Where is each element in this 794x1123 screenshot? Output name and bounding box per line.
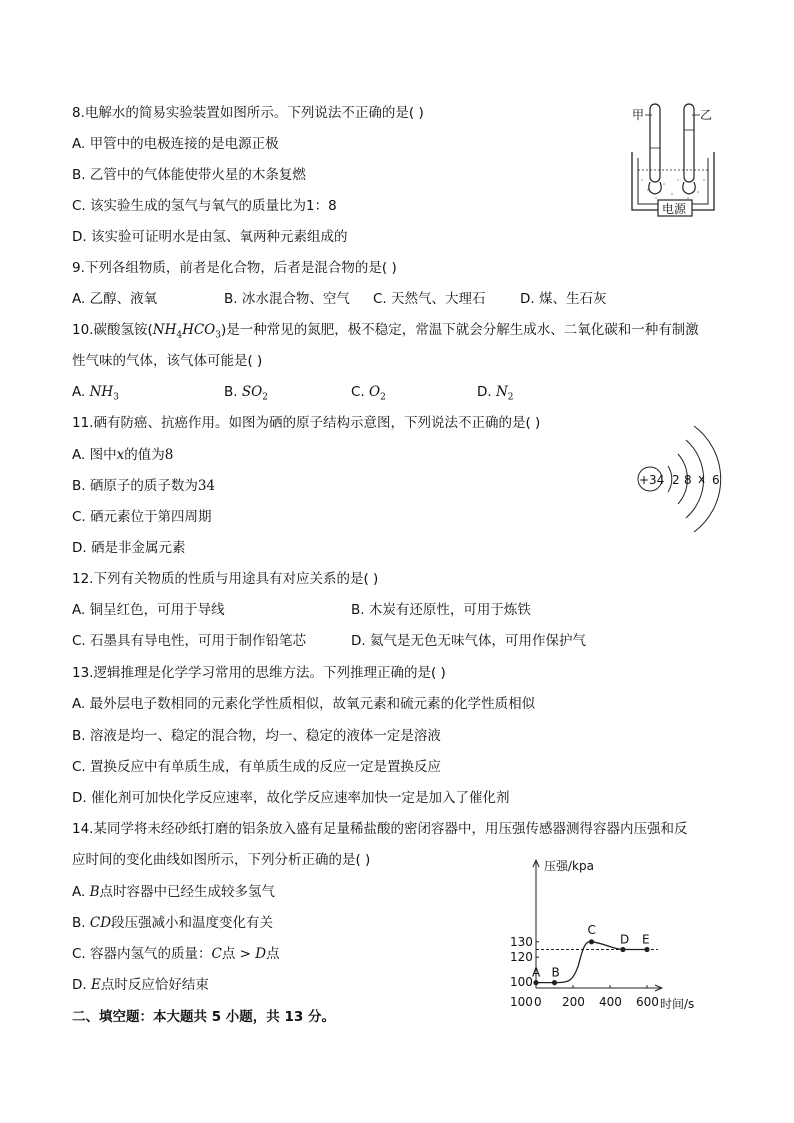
tube-right <box>684 104 694 182</box>
q13-stem: 13.逻辑推理是化学学习常用的思维方法。下列推理正确的是( ) <box>72 665 446 681</box>
q14-option-c: C. 容器内氢气的质量：C点 > D点 <box>72 946 280 962</box>
q8-option-a: A. 甲管中的电极连接的是电源正极 <box>72 136 279 152</box>
q10-option-a: A. $NH_3$ <box>72 384 119 403</box>
point-label-b: B <box>551 965 560 980</box>
x-tick-label: 0 <box>534 995 542 1009</box>
q12-option-b: B. 木炭有还原性，可用于炼铁 <box>351 602 531 618</box>
q10-option-c: C. $O_2$ <box>351 384 386 403</box>
q10-option-d: D. $N_2$ <box>477 384 514 403</box>
shell-1-electrons: 2 <box>672 473 680 487</box>
q14-option-b: B. CD段压强减小和温度变化有关 <box>72 915 274 931</box>
shell-3-electrons: x <box>698 472 706 486</box>
point-e <box>644 947 649 952</box>
q14-stem: 14.某同学将未经砂纸打磨的铝条放入盛有足量稀盐酸的密闭容器中，用压强传感器测得容器内压强和反 <box>72 821 688 837</box>
q8-option-d: D. 该实验可证明水是由氢、氧两种元素组成的 <box>72 229 348 245</box>
shell-4-electrons: 6 <box>712 473 720 487</box>
q11-option-a: A. 图中x的值为8 <box>72 447 174 463</box>
q14-option-a: A. B点时容器中已经生成较多氢气 <box>72 884 276 900</box>
q14-stem-line2: 应时间的变化曲线如图所示，下列分析正确的是( ) <box>72 852 371 868</box>
y-tick-label: 130 <box>510 934 533 949</box>
q9-option-a: A. 乙醇、液氧 <box>72 291 158 307</box>
q9-stem: 9.下列各组物质，前者是化合物，后者是混合物的是( ) <box>72 260 397 276</box>
point-label-e: E <box>642 932 650 947</box>
x-tick-label: 200 <box>562 995 585 1009</box>
y-axis-label: 压强/kpa <box>544 859 594 873</box>
point-b <box>552 980 557 985</box>
q9-option-c: C. 天然气、大理石 <box>373 291 486 307</box>
y-tick-label: 120 <box>510 950 533 965</box>
q11-option-d: D. 硒是非金属元素 <box>72 540 186 556</box>
q10-option-b: B. $SO_2$ <box>224 384 268 403</box>
pressure-time-chart <box>500 852 710 1012</box>
point-d <box>620 947 625 952</box>
nucleus-charge: +34 <box>639 473 665 487</box>
q11-option-c: C. 硒元素位于第四周期 <box>72 509 212 525</box>
q8-stem: 8.电解水的简易实验装置如图所示。下列说法不正确的是( ) <box>72 105 424 121</box>
q12-option-a: A. 铜呈红色，可用于导线 <box>72 602 225 618</box>
section-2-heading: 二、填空题：本大题共 5 小题，共 13 分。 <box>72 1009 335 1025</box>
point-c <box>589 939 594 944</box>
q10-stem-line2: 性气味的气体，该气体可能是( ) <box>72 353 263 369</box>
q8-option-c: C. 该实验生成的氢气与氧气的质量比为1：8 <box>72 198 337 214</box>
q10-stem: 10.碳酸氢铵$(NH_4HCO_3)$是一种常见的氮肥，极不稳定，常温下就会分解生成水、二氧化碳和一种有制激 <box>72 322 699 341</box>
q12-stem: 12.下列有关物质的性质与用途具有对应关系的是( ) <box>72 571 379 587</box>
electrolysis-apparatus-figure <box>628 100 720 218</box>
y-tick-label-lower: 100 <box>510 974 533 989</box>
selenium-atom-structure-figure <box>632 416 728 536</box>
y-tick-label: 100 <box>510 995 533 1009</box>
q9-option-b: B. 冰水混合物、空气 <box>224 291 350 307</box>
x-tick-label: 400 <box>599 995 622 1009</box>
point-label-a: A <box>532 965 541 980</box>
x-tick-label: 600 <box>636 995 659 1009</box>
x-axis-label: 时间/s <box>660 997 695 1011</box>
label-yi: 乙 <box>700 108 713 122</box>
shell-2-electrons: 8 <box>684 473 692 487</box>
q14-option-d: D. E点时反应恰好结束 <box>72 977 209 993</box>
q12-option-c: C. 石墨具有导电性，可用于制作铅笔芯 <box>72 633 307 649</box>
label-jia: 甲 <box>632 108 645 122</box>
q13-option-a: A. 最外层电子数相同的元素化学性质相似，故氧元素和硫元素的化学性质相似 <box>72 696 536 712</box>
q11-option-b: B. 硒原子的质子数为34 <box>72 478 216 494</box>
power-source-label: 电源 <box>662 202 687 216</box>
q13-option-d: D. 催化剂可加快化学反应速率，故化学反应速率加快一定是加入了催化剂 <box>72 790 510 806</box>
q11-stem: 11.硒有防癌、抗癌作用。如图为硒的原子结构示意图，下列说法不正确的是( ) <box>72 415 541 431</box>
q12-option-d: D. 氦气是无色无味气体，可用作保护气 <box>351 633 586 649</box>
point-a <box>533 980 538 985</box>
point-label-d: D <box>619 932 630 947</box>
q8-option-b: B. 乙管中的气体能使带火星的木条复燃 <box>72 167 306 183</box>
q13-option-c: C. 置换反应中有单质生成，有单质生成的反应一定是置换反应 <box>72 759 442 775</box>
point-label-c: C <box>587 922 596 937</box>
q13-option-b: B. 溶液是均一、稳定的混合物，均一、稳定的液体一定是溶液 <box>72 728 441 744</box>
q9-option-d: D. 煤、生石灰 <box>520 291 607 307</box>
